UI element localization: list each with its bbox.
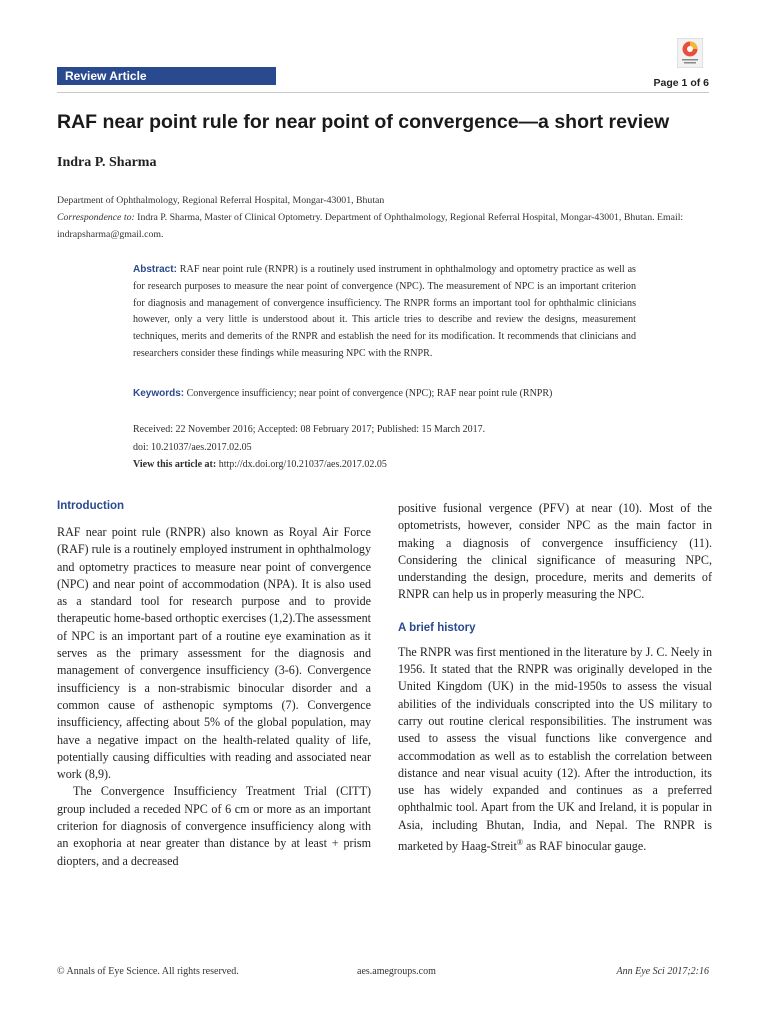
footer-copyright: © Annals of Eye Science. All rights reserved.	[57, 966, 239, 977]
introduction-paragraph-3: positive fusional vergence (PFV) at near (10). Most of the optometrists, however, consider NPC as the main factor in making a diagnosis of convergence insufficiency (11). Considering the clinical significance of measuring NPC, understanding the design, procedure, merits and demerits of RNPR can help us in properly measuring the NPC.	[398, 501, 712, 602]
department: Department of Ophthalmology, Regional Referral Hospital, Mongar-43001, Bhutan	[57, 195, 385, 206]
left-column	[57, 500, 371, 870]
introduction-paragraph-2: The Convergence Insufficiency Treatment Trial (CITT) group included a receded NPC of 6 cm or more as an important criterion for diagnosis of convergence insufficiency along with an exophoria at near greater than distance by at least + prism diopters, and a decreased	[57, 784, 371, 868]
abstract-label: Abstract:	[133, 264, 177, 275]
abstract-text: RAF near point rule (RNPR) is a routinely used instrument in ophthalmology and optometry practice as well as for research purposes to measure the near point of convergence (NPC). The measurement of NPC is an important criterion for diagnosis and management of convergence insufficiency. The RNPR forms an important tool for ophthalmic clinicians however, only a very little is understood about it. This article tries to describe and review the designs, measurement techniques, merits and demerits of the RNPR and establish the need for its modification. It recommends that clinicians and researchers consider these findings while measuring NPC with the RNPR.	[133, 264, 636, 359]
crossmark-icon	[677, 38, 703, 68]
doi: doi: 10.21037/aes.2017.02.05	[133, 441, 252, 453]
article-link[interactable]: http://dx.doi.org/10.21037/aes.2017.02.05	[216, 459, 387, 470]
citation-text: Ann Eye Sci 2017;2:16	[616, 966, 709, 977]
history-paragraph-1	[398, 644, 712, 856]
publication-dates: Received: 22 November 2016; Accepted: 08 February 2017; Published: 15 March 2017.	[133, 424, 486, 435]
header-divider	[57, 92, 709, 93]
introduction-heading: Introduction	[57, 500, 125, 512]
keywords-text: Convergence insufficiency; near point of convergence (NPC); RAF near point rule (RNPR)	[184, 388, 553, 399]
article-type-banner: Review Article	[57, 67, 276, 85]
correspondence-text: Indra P. Sharma, Master of Clinical Optometry. Department of Ophthalmology, Regional Referral Hospital, Mongar-43001, Bhutan. Email: indrapsharma@gmail.com.	[57, 212, 684, 240]
right-column	[398, 500, 712, 855]
article-title: RAF near point rule for near point of convergence—a short review	[57, 111, 670, 133]
history-heading: A brief history	[398, 621, 476, 634]
keywords-label: Keywords:	[133, 388, 185, 399]
history-text: The RNPR was first mentioned in the literature by J. C. Neely in 1956. It stated that the RNPR was originally developed in the United Kingdom (UK) in the mid-1950s to assess the visual abilities of the individuals conscripted into the US military to carry out routine clerical responsibilities. The instrument was used to assess the visual functions like convergence and accommodation as well as to establish the correlation between distance and near visual acuity (12). After the introduction, its use has widely expanded and continues as a preferred ophthalmic tool. Apart from the UK and Ireland, it is popular in Asia, including Bhutan, India, and Nepal. The RNPR is marketed by Haag-Streit	[398, 644, 712, 854]
author-name: Indra P. Sharma	[57, 155, 157, 170]
history-text-end: as RAF binocular gauge.	[522, 839, 647, 854]
check-for-updates-badge[interactable]	[677, 38, 703, 68]
view-article-label: View this article at:	[133, 459, 217, 470]
registered-mark: ®	[516, 838, 523, 848]
article-url	[133, 456, 636, 474]
footer-site[interactable]: aes.amegroups.com	[357, 966, 436, 977]
page-number: Page 1 of 6	[653, 77, 709, 89]
publication-info	[133, 421, 636, 474]
introduction-paragraph-1: RAF near point rule (RNPR) also known as Royal Air Force (RAF) rule is a routinely employed instrument in ophthalmology and optometry practices to measure near point of convergence (NPC) and near point of accommodation (NPA). It is also used as a standard tool for research purpose and to provide therapeutic home-based orthoptic exercises (1,2).The assessment of NPC is an important part of a routine eye examination as it serves as the primary assessment for the diagnosis and management of convergence insufficiency (3-6). Convergence insufficiency is a non-strabismic binocular disorder and a common cause of asthenopic symptoms (7). Convergence insufficiency, affecting about 5% of the global population, may have a negative impact on the health-related quality of life, potentially causing difficulties with reading and associated near work (8,9).	[57, 525, 371, 782]
keywords	[133, 388, 636, 399]
affiliation-block	[57, 192, 712, 243]
abstract	[133, 262, 636, 363]
footer-citation	[617, 966, 709, 977]
correspondence-label: Correspondence to:	[57, 212, 135, 223]
correspondence	[57, 209, 712, 243]
